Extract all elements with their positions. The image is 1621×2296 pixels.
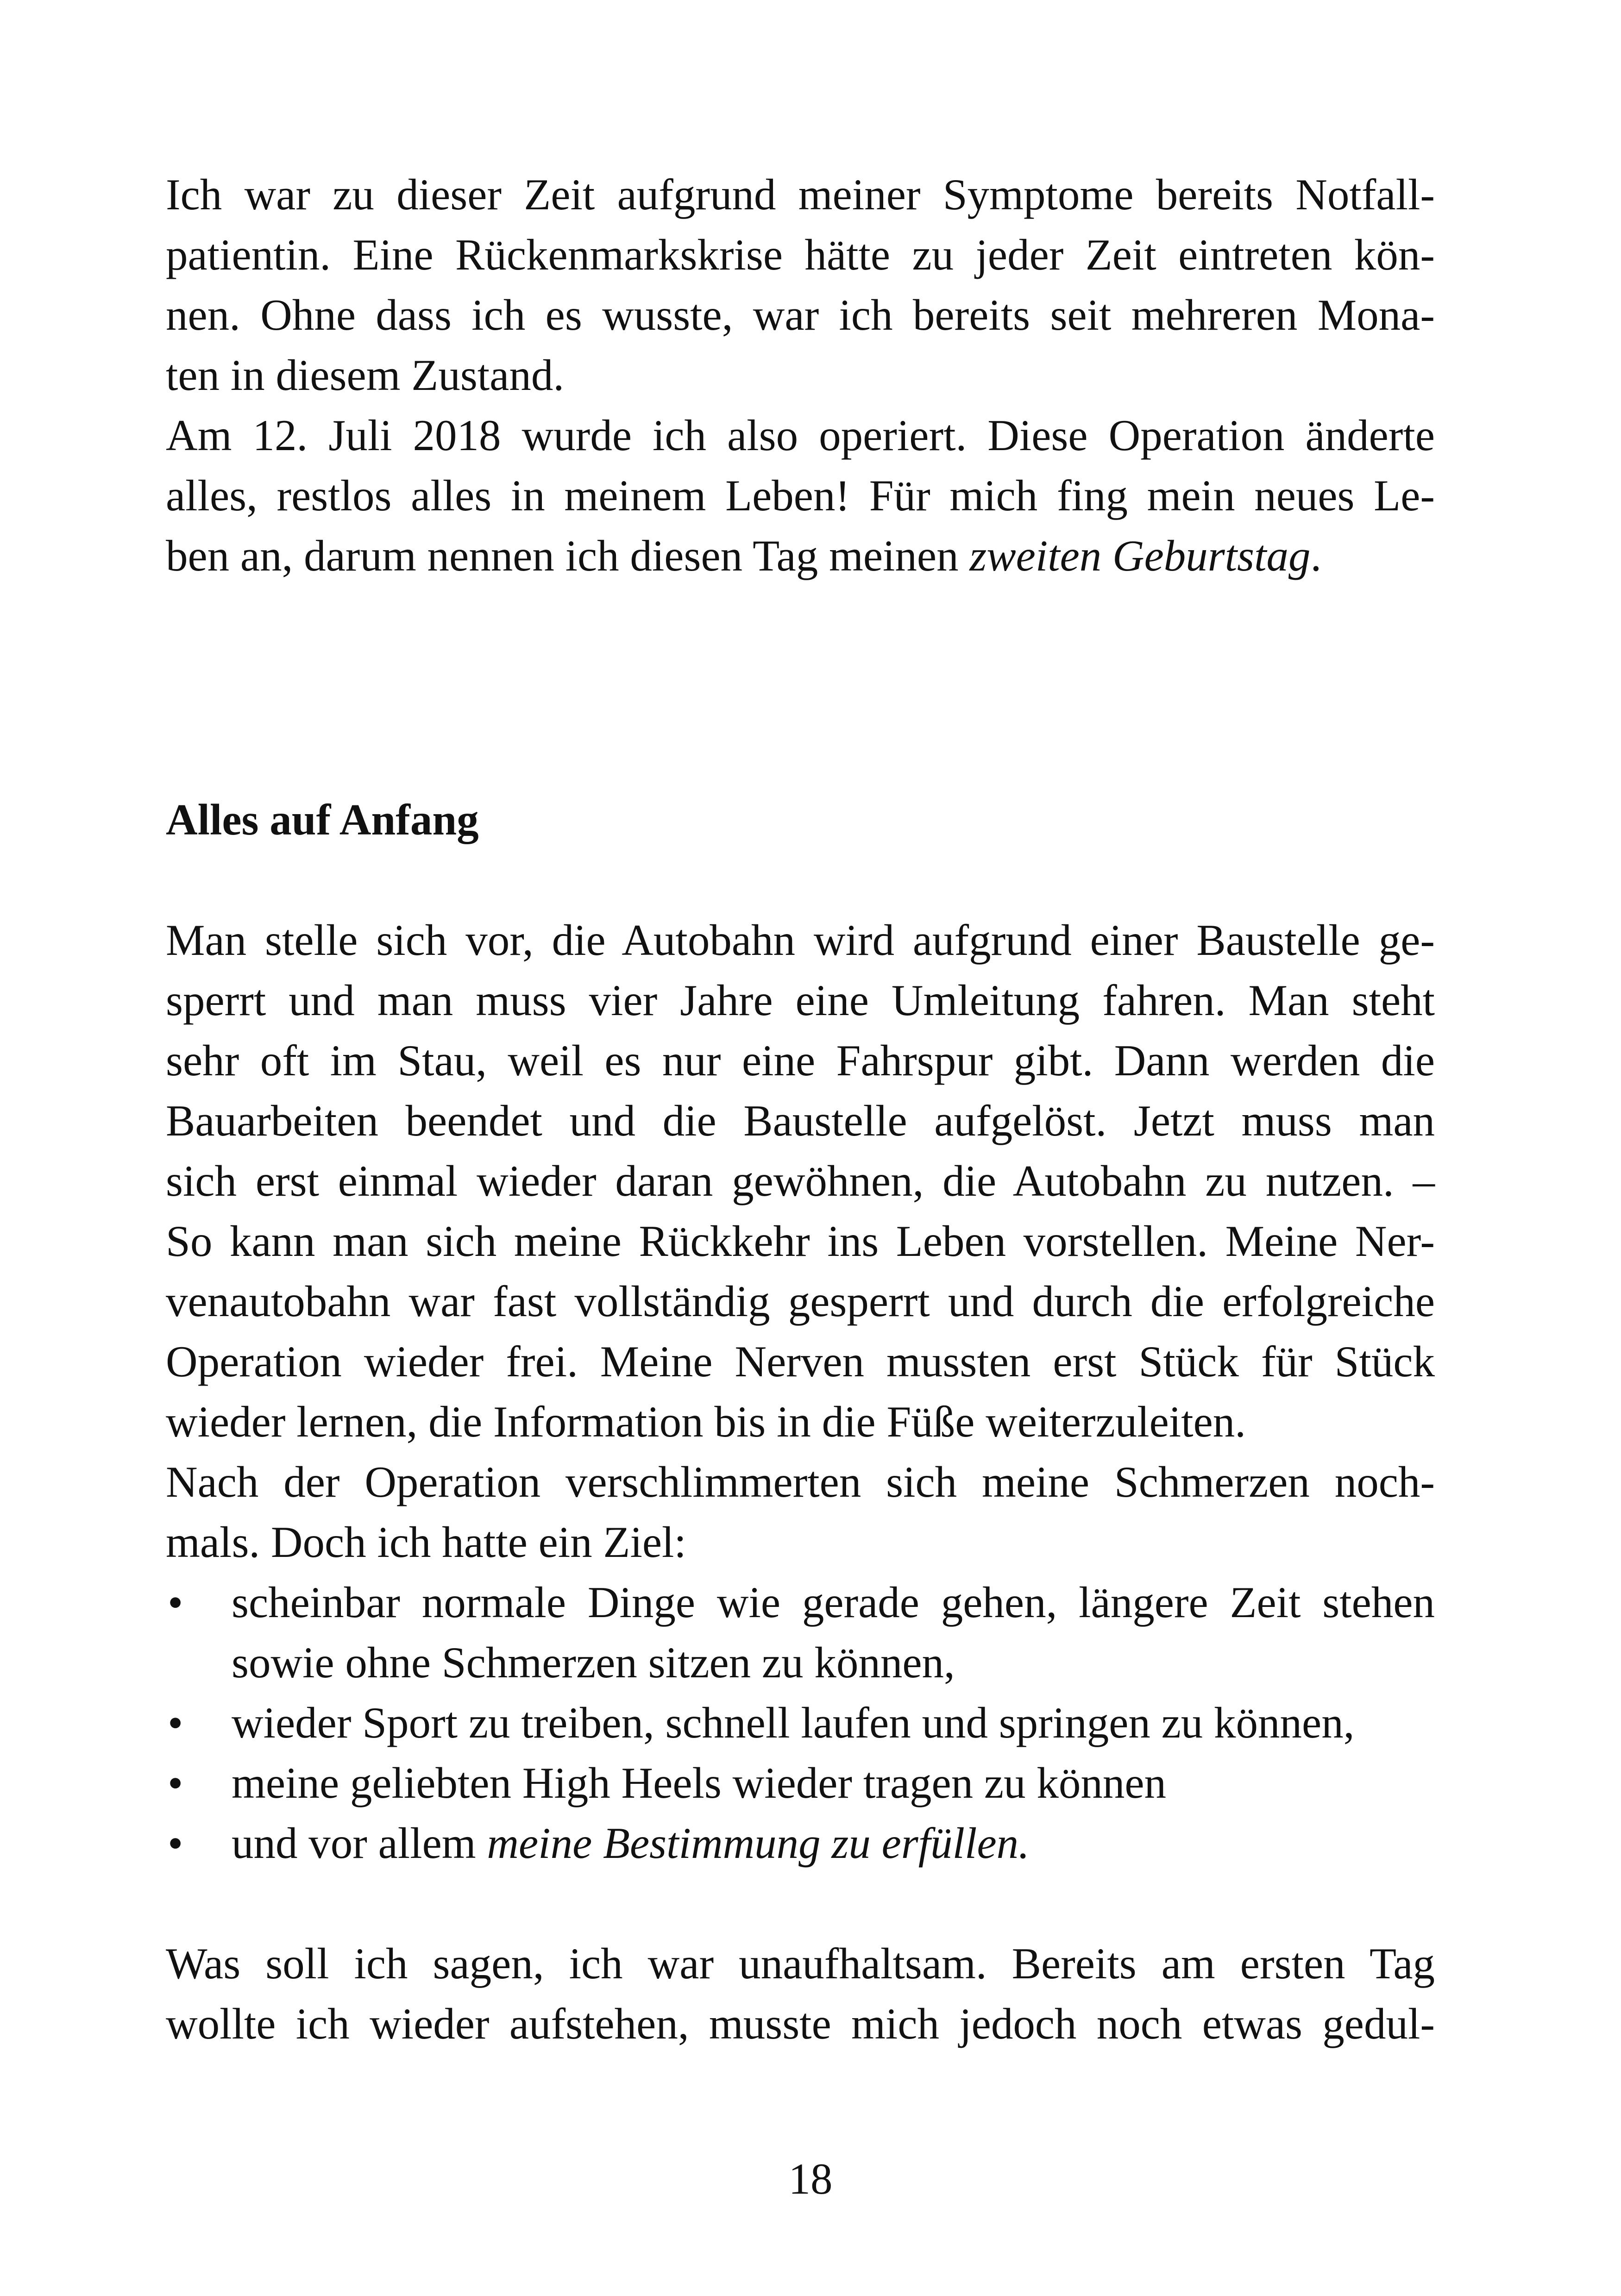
- paragraph-line: Ich war zu dieser Zeit aufgrund meiner Symptome bereits Notfall-: [166, 170, 1435, 219]
- paragraph-line-with-emphasis: [166, 526, 1435, 586]
- paragraph-line: Man stelle sich vor, die Autobahn wird aufgrund einer Baustelle ge-: [166, 916, 1435, 965]
- paragraph-line: nen. Ohne dass ich es wusste, war ich bereits seit mehreren Mona-: [166, 290, 1435, 339]
- text-run: .: [1310, 531, 1322, 580]
- paragraph-line: patientin. Eine Rückenmarkskrise hätte zu jeder Zeit eintreten kön-: [166, 230, 1435, 279]
- bullet-marker: •: [168, 1578, 183, 1627]
- bullet-item-text: sowie ohne Schmerzen sitzen zu können,: [232, 1638, 955, 1687]
- bullet-item-text: scheinbar normale Dinge wie gerade gehen, längere Zeit stehen: [232, 1578, 1435, 1627]
- bullet-item-text: wieder Sport zu treiben, schnell laufen und springen zu können,: [232, 1698, 1355, 1747]
- paragraph-line: Am 12. Juli 2018 wurde ich also operiert. Diese Operation änderte: [166, 411, 1435, 460]
- paragraph-line: ten in diesem Zustand.: [166, 351, 565, 400]
- section-heading: Alles auf Anfang: [166, 795, 479, 844]
- bullet-item-text: meine geliebten High Heels wieder tragen zu können: [232, 1758, 1167, 1807]
- text-run: ben an, darum nennen ich diesen Tag meinen: [166, 531, 970, 580]
- paragraph-line: So kann man sich meine Rückkehr ins Leben vorstellen. Meine Ner-: [166, 1217, 1435, 1266]
- paragraph-line: venautobahn war fast vollständig gesperrt und durch die erfolgreiche: [166, 1277, 1435, 1326]
- paragraph-line: wollte ich wieder aufstehen, musste mich jedoch noch etwas gedul-: [166, 1999, 1435, 2048]
- bullet-marker: •: [168, 1819, 183, 1868]
- bullet-marker: •: [168, 1698, 183, 1747]
- paragraph-line: Nach der Operation verschlimmerten sich meine Schmerzen noch-: [166, 1457, 1435, 1506]
- paragraph-line: sich erst einmal wieder daran gewöhnen, die Autobahn zu nutzen. –: [166, 1156, 1435, 1205]
- paragraph-line: mals. Doch ich hatte ein Ziel:: [166, 1518, 686, 1567]
- bullet-item-text: [232, 1813, 1435, 1873]
- paragraph-line: Bauarbeiten beendet und die Baustelle aufgelöst. Jetzt muss man: [166, 1096, 1435, 1145]
- text-run: und vor allem: [232, 1819, 487, 1868]
- emphasis-text: meine Bestimmung zu erfüllen.: [487, 1819, 1030, 1868]
- paragraph-line: Operation wieder frei. Meine Nerven mussten erst Stück für Stück: [166, 1337, 1435, 1386]
- paragraph-line: wieder lernen, die Information bis in die Füße weiterzuleiten.: [166, 1397, 1246, 1446]
- bullet-marker: •: [168, 1758, 183, 1807]
- page-number: 18: [788, 2154, 833, 2203]
- paragraph-line: Was soll ich sagen, ich war unaufhaltsam. Bereits am ersten Tag: [166, 1939, 1435, 1988]
- paragraph-line: sehr oft im Stau, weil es nur eine Fahrspur gibt. Dann werden die: [166, 1036, 1435, 1085]
- paragraph-line: alles, restlos alles in meinem Leben! Für mich fing mein neues Le-: [166, 471, 1435, 520]
- paragraph-line: sperrt und man muss vier Jahre eine Umleitung fahren. Man steht: [166, 976, 1435, 1025]
- emphasis-text: zweiten Geburtstag: [969, 531, 1311, 580]
